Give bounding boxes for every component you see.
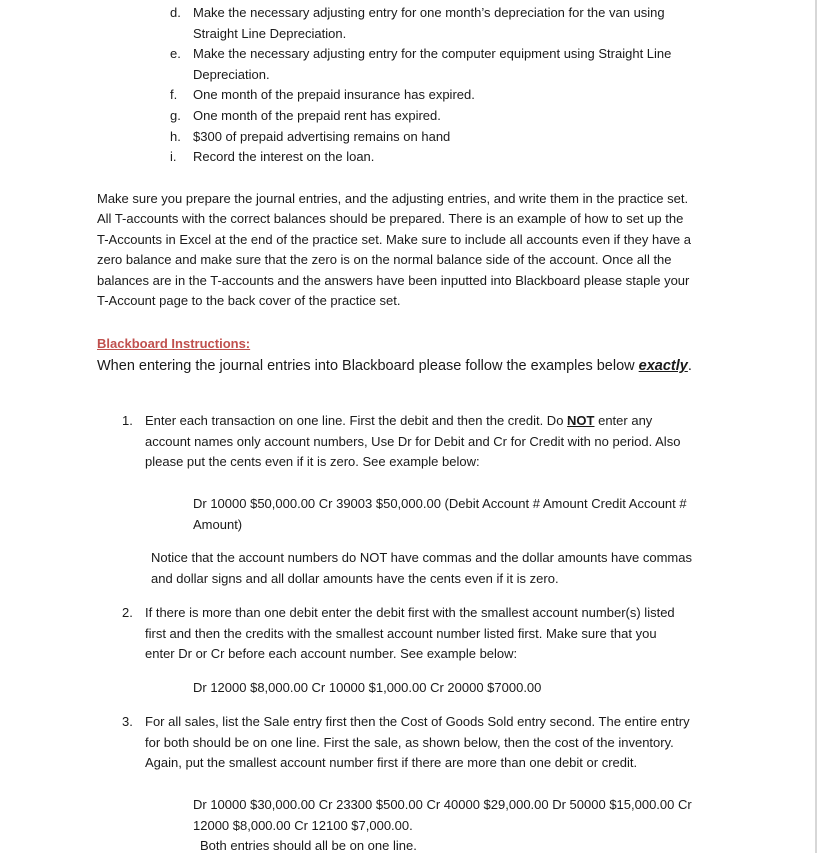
list-item-d-line-2: Straight Line Depreciation.: [193, 26, 347, 41]
step-2-example: Dr 12000 $8,000.00 Cr 10000 $1,000.00 Cr 20000 $7000.00: [193, 680, 542, 695]
paragraph-line-5: balances are in the T-accounts and the answers have been inputted into Blackboard please staple your: [97, 273, 690, 288]
step-3-line-2: for both should be on one line. First the sale, as shown below, then the cost of the inventory.: [145, 735, 674, 750]
step-2-marker: 2.: [122, 605, 133, 620]
step-3-note: Both entries should all be on one line.: [200, 838, 417, 853]
paragraph-line-4: zero balance and make sure that the zero is on the normal balance side of the account. Once all the: [97, 252, 672, 267]
list-item-i: Record the interest on the loan.: [193, 149, 375, 164]
exactly-emphasis: exactly: [638, 358, 688, 374]
step-1-line-3: please put the cents even if it is zero. See example below:: [145, 454, 480, 469]
list-marker-d: d.: [170, 5, 181, 20]
step-3-example-line-1: Dr 10000 $30,000.00 Cr 23300 $500.00 Cr 40000 $29,000.00 Dr 50000 $15,000.00 Cr: [193, 797, 692, 812]
blackboard-instructions-heading: Blackboard Instructions:: [97, 336, 251, 351]
list-marker-e: e.: [170, 46, 181, 61]
step-1-example-line-2: Amount): [193, 517, 243, 532]
step-1-line-1-start: Enter each transaction on one line. First the debit and then the credit. Do: [145, 413, 568, 428]
step-2-line-1: If there is more than one debit enter the debit first with the smallest account number(s) listed: [145, 605, 675, 620]
step-1-line-2: account names only account numbers, Use Dr for Debit and Cr for Credit with no period. Also: [145, 434, 681, 449]
list-item-h: $300 of prepaid advertising remains on hand: [193, 129, 451, 144]
paragraph-line-2: All T-accounts with the correct balances should be prepared. There is an example of how to set up the: [97, 211, 684, 226]
step-1-example-line-1: Dr 10000 $50,000.00 Cr 39003 $50,000.00 (Debit Account # Amount Credit Account #: [193, 496, 687, 511]
blackboard-intro-text: When entering the journal entries into Blackboard please follow the examples below: [97, 358, 639, 374]
step-1-notice-line-1: Notice that the account numbers do NOT have commas and the dollar amounts have commas: [151, 550, 692, 565]
step-1-marker: 1.: [122, 413, 133, 428]
step-1-notice-line-2: and dollar signs and all dollar amounts have the cents even if it is zero.: [151, 571, 559, 586]
paragraph-line-1: Make sure you prepare the journal entries, and the adjusting entries, and write them in the practice set.: [97, 191, 689, 206]
step-3-line-1: For all sales, list the Sale entry first then the Cost of Goods Sold entry second. The entire entry: [145, 714, 690, 729]
list-marker-h: h.: [170, 129, 181, 144]
list-item-e-line-1: Make the necessary adjusting entry for the computer equipment using Straight Line: [193, 46, 672, 61]
list-item-e-line-2: Depreciation.: [193, 67, 270, 82]
list-marker-f: f.: [170, 87, 178, 102]
not-emphasis: NOT: [567, 413, 595, 428]
blackboard-intro-period: .: [687, 358, 692, 374]
list-marker-g: g.: [170, 108, 181, 123]
step-1-line-1-end: enter any: [594, 413, 653, 428]
list-item-g: One month of the prepaid rent has expired.: [193, 108, 441, 123]
step-2-line-3: enter Dr or Cr before each account number. See example below:: [145, 646, 518, 661]
list-marker-i: i.: [170, 149, 177, 164]
blackboard-intro: [97, 357, 692, 375]
step-1-line-1: [145, 413, 652, 429]
list-item-f: One month of the prepaid insurance has expired.: [193, 87, 475, 102]
step-3-example-line-2: 12000 $8,000.00 Cr 12100 $7,000.00.: [193, 818, 413, 833]
paragraph-line-6: T-Account page to the back cover of the practice set.: [97, 293, 401, 308]
paragraph-line-3: T-Accounts in Excel at the end of the practice set. Make sure to include all accounts even if they have a: [97, 232, 691, 247]
step-3-marker: 3.: [122, 714, 133, 729]
list-item-d-line-1: Make the necessary adjusting entry for one month’s depreciation for the van using: [193, 5, 665, 20]
step-2-line-2: first and then the credits with the smallest account number listed first. Make sure that you: [145, 626, 657, 641]
step-3-line-3: Again, put the smallest account number first if there are more than one debit or credit.: [145, 755, 638, 770]
